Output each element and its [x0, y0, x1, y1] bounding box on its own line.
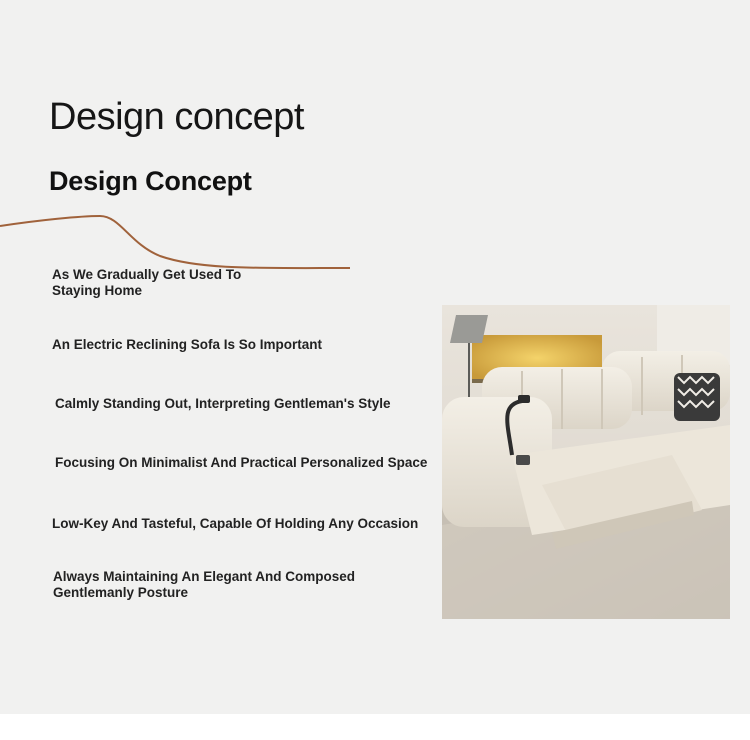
concept-line-4: Focusing On Minimalist And Practical Personalized Space: [55, 455, 428, 470]
concept-line-6: [53, 569, 355, 601]
bottom-margin: [0, 714, 750, 740]
concept-line-6-row-1: Always Maintaining An Elegant And Composed: [53, 569, 356, 584]
concept-line-1-row-1: As We Gradually Get Used To: [52, 267, 242, 282]
concept-line-6-row-2: Gentlemanly Posture: [53, 585, 189, 600]
sofa-photo: [442, 305, 730, 619]
concept-line-3: Calmly Standing Out, Interpreting Gentleman's Style: [55, 396, 391, 411]
decorative-curve: [0, 204, 360, 274]
section-heading: Design Concept: [49, 166, 252, 196]
lamp-icon: [450, 315, 488, 343]
concept-line-5: Low-Key And Tasteful, Capable Of Holding Any Occasion: [52, 516, 419, 531]
concept-line-2: An Electric Reclining Sofa Is So Important: [52, 337, 323, 352]
concept-line-1-row-2: Staying Home: [52, 283, 143, 298]
concept-line-1: [52, 267, 241, 299]
page-title: Design concept: [49, 96, 304, 138]
